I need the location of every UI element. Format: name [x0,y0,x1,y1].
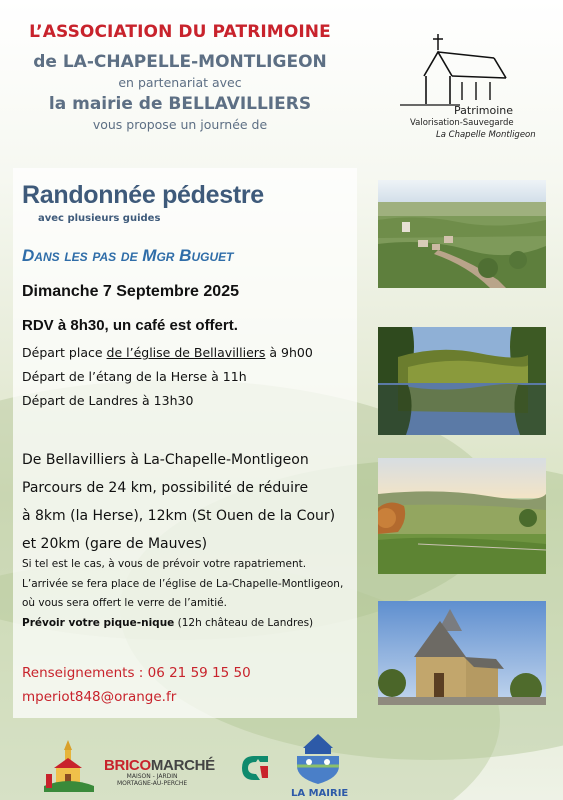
contact-phone: Renseignements : 06 21 59 15 50 [22,665,251,681]
event-title: Randonnée pédestre [22,181,264,209]
mairie-line [0,94,360,114]
bricomarche-logo [104,757,215,774]
bricomarche-subtitle [117,773,187,787]
photo-pond [378,327,546,435]
association-place [0,52,360,72]
departure-1-prefix: Départ place [22,345,107,360]
proposal-line: vous propose un journée de [92,117,268,132]
association-place-name: LA-CHAPELLE-MONTLIGEON [62,52,327,72]
departure-3: Départ de Landres à 13h30 [22,393,194,408]
church-outline-icon [396,28,556,108]
route-line-4: et 20km (gare de Mauves) [22,536,208,552]
route-line-1: De Bellavilliers à La-Chapelle-Montligeon [22,452,309,468]
route-line-3: à 8km (la Herse), 12km (St Ouen de la Cour) [22,508,336,524]
credit-agricole-icon [238,752,272,782]
picnic-bold: Prévoir votre pique-nique [22,617,175,629]
partnership-line: en partenariat avec [118,75,242,90]
note-line-1: Si tel est le cas, à vous de prévoir votre rapatriement. [22,558,307,570]
logo-text-place: La Chapelle Montligeon [436,130,536,140]
note-line-2: L’arrivée se fera place de l’église de La-Chapelle-Montligeon, [22,578,344,590]
sponsor-strip [0,728,563,800]
header [0,22,360,132]
photo-aerial-village [378,180,546,288]
bricomarche-marche: MARCHÉ [150,757,215,774]
picnic-detail: (12h château de Landres) [174,617,314,629]
contact-email[interactable]: mperiot848@orange.fr [22,689,177,705]
logo-text-valorisation: Valorisation-Sauvegarde [410,118,514,128]
mairie-prefix: la mairie de [48,94,169,114]
route-line-2: Parcours de 24 km, possibilité de réduire [22,480,309,496]
note-line-4 [22,617,313,629]
association-logo [396,28,556,146]
photo-countryside [378,458,546,574]
mairie-logo-text: LA MAIRIE [291,788,349,799]
event-theme: Dans les pas de Mgr Buguet [22,246,234,265]
note-line-3: où vous sera offert le verre de l’amitié. [22,597,227,609]
bricomarche-brico: BRICO [104,757,151,774]
logo-text-patrimoine: Patrimoine [454,104,514,117]
departure-1 [22,345,313,360]
departure-1-suffix: à 9h00 [265,345,313,360]
bricomarche-sub-2: MORTAGNE-AU-PERCHE [117,780,188,787]
mairie-crest-icon [291,732,345,786]
photo-church [378,601,546,705]
association-title: L’ASSOCIATION DU PATRIMOINE [29,22,331,42]
rdv-line: RDV à 8h30, un café est offert. [22,317,238,334]
event-subtitle: avec plusieurs guides [38,213,161,224]
bricomarche-sub-1: MAISON - JARDIN [126,773,178,780]
association-place-prefix: de [33,52,63,72]
village-church-icon [44,736,94,792]
event-date: Dimanche 7 Septembre 2025 [22,283,239,300]
departure-1-link[interactable]: de l’église de Bellavilliers [106,345,266,360]
departure-2: Départ de l’étang de la Herse à 11h [22,369,247,384]
mairie-name: BELLAVILLIERS [168,94,312,114]
